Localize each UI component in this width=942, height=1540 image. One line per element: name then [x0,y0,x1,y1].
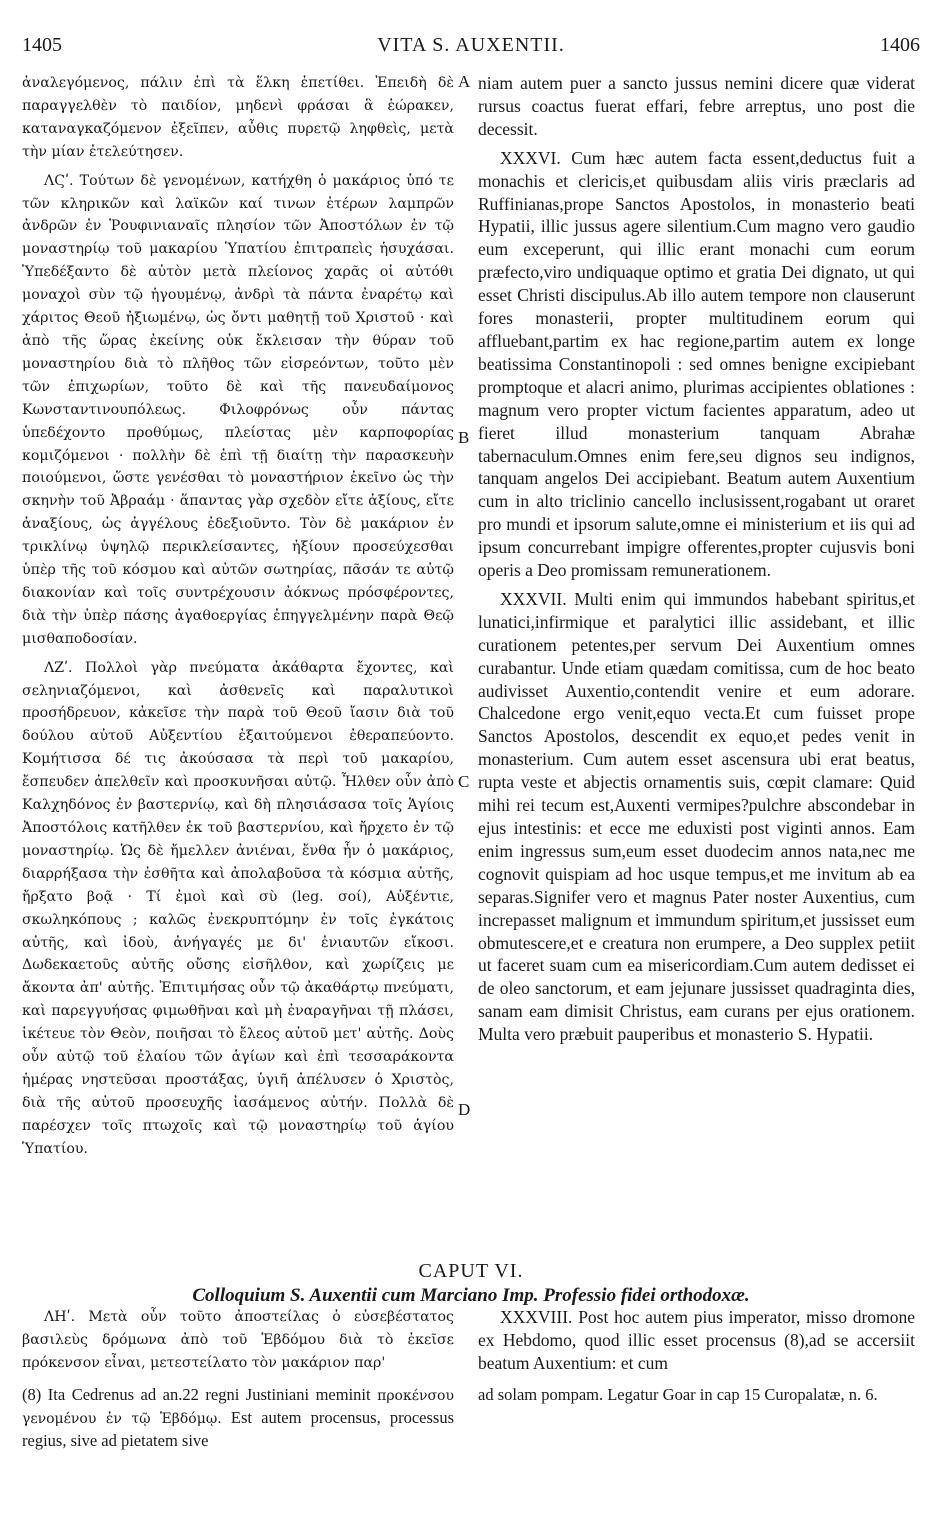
footnote-text-b: Est autem procensus, processus regius, sive ad pietatem sive [22,1408,455,1450]
chapter-heading: CAPUT VI. [418,1260,524,1282]
running-title: VITA S. AUXENTII. [377,34,565,56]
greek-paragraph-37: ΛΖʹ. Πολλοὶ γὰρ πνεύματα ἀκάθαρτα ἔχοντες, καὶ σεληνιαζόμενοι, καὶ ἀσθενεῖς καὶ παραλυτικοὶ προσήδρευον, κἀκεῖσε τὴν παρὰ τοῦ Θεοῦ ἴασιν διὰ τοῦ δούλου αὐτοῦ Αὐξεντίου ἐξαιτούμενοι ἐθεραπεύοντο. Κομήτισσα δέ τις ἀκούσασα τὰ περὶ τοῦ μακαρίου, ἔσπευδεν ἀπελθεῖν καὶ προσκυνῆσαι αὐτῷ. Ἦλθεν οὖν ἀπὸ Καλχηδόνος ἐν βαστερνίῳ, καὶ δὴ πλησιάσασα τοῖς Ἁγίοις Ἀποστόλοις κατῆλθεν ἐκ τοῦ βαστερνίου, καὶ ἤρχετο ἐν τῷ μοναστηρίῳ. Ὡς δὲ ἤμελλεν ἀνιέναι, ἔνθα ἦν ὁ μακάριος, διαρρήξασα τὴν ἐσθῆτα καὶ ἀπολαβοῦσα τὰ κόσμια αὐτῆς, ἤρξατο βοᾷ · Τί ἐμοὶ καὶ σὺ (leg. σοί), Αὐξέντιε, σκωληκόπους ; καλῶς ἐνεκρυπτόμην ἐν τοῖς ἐγκάτοις αὐτῆς, καὶ ἰδοὺ, ἀνήγαγές με δι' ἐνιαυτῶν εἴκοσι. Δωδεκαετοῦς αὐτῆς οὔσης εἰσῆλθον, καὶ χωρίζεις με ἄκοντα ἀπ' αὐτῆς. Ἐπιτιμήσας οὖν τῷ ἀκαθάρτῳ πνεύματι, καὶ παρεγγυήσας φιμωθῆναι καὶ μὴ ἐναραγῆναι τῇ πλάσει, ἱκέτευε τὸν Θεὸν, ποιῆσαι τὸ ἔλεος αὐτοῦ μετ' αὐτῆς. Δοὺς οὖν αὐτῷ τοῦ ἐλαίου τῶν ἁγίων καὶ ἐπὶ τεσσαράκοντα ἡμέρας νηστεῦσαι προστάξας, ὑγιῆ ἀπέλυσεν ὁ Χριστὸς, διὰ τῆς αὐτοῦ προσευχῆς ἰασάμενος αὐτήν. Πολλὰ δὲ παρέσχεν τοῖς πτωχοῖς καὶ τῷ μοναστηρίῳ τοῦ ἁγίου Ὑπατίου. [22,659,454,1157]
footnote-right: ad solam pompam. Legatur Goar in cap 15 Curopalatæ, n. 6. [478,1385,878,1404]
page-header [22,34,920,66]
latin-paragraph-1: niam autem puer a sancto jussus nemini dicere quæ viderat rursus coactus fuerat effari, febre arreptus, uno post die decessit. [478,73,915,139]
left-page-number: 1405 [22,34,62,56]
greek-paragraph-1: ἀναλεγόμενος, πάλιν ἐπὶ τὰ ἕλκη ἐπετίθει. Ἐπειδὴ δὲ παραγγελθὲν τὸ παιδίον, μηδενὶ φράσαι ἃ ἑώρακεν, καταναγκαζόμενον ἐξεῖπεν, αὖθις πυρετῷ ληφθεὶς, μετὰ τὴν μίαν ἐτελεύτησεν. [22,75,454,160]
margin-marker-d: D [458,1100,471,1119]
latin-paragraph-36: XXXVI. Cum hæc autem facta essent,deductus fuit a monachis et clericis,et quibusdam aliis viris præclaris ad Ruffinianas,prope Sanctos Apostolos, in monasterio beati Hypatii, illic jussus agere silentium.Cum magno vero gaudio eum exceperunt, qui illic erant monachi cum eorum præfecto,viro undiquaque optimo et gratia Dei dignato, ut qui esset Christi discipulus.Ab illo autem tempore non clauserunt fores monasterii, propter multitudinem eorum qui affluebant,partim ex hac regione,partim autem ex longe beatissima Constantinopoli : sed omnes benigne excipiebant promptoque et alacri animo, plurimas accipientes oblationes : magnum vero propter victum facientes apparatum, adeo ut fieret illud monasterium tanquam Abrahæ tabernaculum.Omnes enim fere,seu dignos seu indignos, tanquam angelos Dei accipiebant. Beatum autem Auxentium cum in alto triclinio cancello inclusissent,rogabant ut oraret pro mundi et ipsorum salute,omne ei ministerium et iis qui ad ipsum concurrebant impigre offerentes,propter cujusvis boni operis a Deo promissam remunerationem. [478,147,915,581]
latin-column [478,72,915,1052]
greek-paragraph-38: ΛΗʹ. Μετὰ οὖν τοῦτο ἀποστείλας ὁ εὐσεβέστατος βασιλεὺς δρόμωνα ἀπὸ τοῦ Ἑβδόμου διὰ τὸ ἐκεῖσε πρόκενσον εἶναι, μετεστείλατο τὸν μακάριον παρ' [22,1309,454,1371]
margin-marker-a: A [458,72,471,91]
latin-column-lower [478,1306,915,1375]
latin-paragraph-38: XXXVIII. Post hoc autem pius imperator, misso dromone ex Hebdomo, quod illic esset procensus (8),ad se accersiit beatum Auxentium: et cum [478,1307,915,1373]
margin-marker-b: B [458,428,470,447]
latin-paragraph-37: XXXVII. Multi enim qui immundos habebant spiritus,et lunatici,infirmique et paralytici illic assidebant, et illic curationem petentes,per servum Dei Auxentium omnes curabantur. Unde etiam quædam comitissa, cum de hoc beato audivisset Auxentio,contendit venire et eum adorare. Chalcedone ergo venit,equo vecta.Et cum fuisset prope Sanctos Apostolos, descendit ex equo,et pedes venit in monasterium. Cum autem esset ascensura ubi erat beatus, rupta veste et abjectis ornamentis suis, cœpit clamare: Quid mihi rei tecum est,Auxenti vermipes?pulchre abscondebar in ejus intestinis: et ecce me eduxisti post viginti annos. Eam enim ingressus sum,eum esset duodecim annos nata,nec me cognovit quispiam ad hoc usque tempus,et me invitum ab ea separas.Signifer vero et magnus Pater noster Auxentius, cum increpasset malignum et immundum spiritum,et jussisset eum obmutescere,et e creatura non erumpere, a Deo supplex petiit ut faceret suam cum ea misericordiam.Cum autem dedisset ei de oleo sanctorum, et eam jejunare jussisset quadraginta dies, sanam eam dimisit Christus, eam curans per ejus orationem. Multa vero præbuit pauperibus et monasterio S. Hypatii. [478,588,915,1045]
right-page-number: 1406 [880,34,920,56]
footnote-left [22,1384,454,1452]
greek-paragraph-36: ΛϚʹ. Τούτων δὲ γενομένων, κατήχθη ὁ μακάριος ὑπό τε τῶν κληρικῶν καὶ λαϊκῶν καί τινων ἑτέρων λαμπρῶν ἀνδρῶν ἐν Ῥουφινιαναῖς πλησίον τῶν Ἀποστόλων ἐν τῷ μοναστηρίῳ τοῦ μακαρίου Ὑπατίου ἐπιτραπεὶς ἡσυχάσαι. Ὑπεδέξαντο δὲ αὐτὸν μετὰ πλείονος χαρᾶς οἱ αὐτόθι μοναχοὶ σὺν τῷ ἡγουμένῳ, ἀνδρὶ τὰ πάντα ἐναρέτῳ καὶ χάριτος Θεοῦ ἠξιωμένῳ, ὡς ὄντι μαθητῇ τοῦ Χριστοῦ · καὶ ἀπὸ τῆς ὥρας ἐκείνης οὐκ ἔκλεισαν τὴν θύραν τοῦ μοναστηρίου διὰ τὸ πλῆθος τῶν εἰσρεόντων, τοῦτο μὲν τῶν ἐπιχωρίων, τοῦτο δὲ καὶ τῆς πανευδαίμονος Κωνσταντινουπόλεως. Φιλοφρόνως οὖν πάντας ὑπεδέχοντο προθύμως, πλείστας μὲν καρποφορίας κομιζόμενοι · πολλὴν δὲ ἐπὶ τῇ διαίτῃ τὴν παρασκευὴν ποιούμενοι, ὥστε γενέσθαι τὸ μοναστήριον ἐκεῖνο ὡς τὴν σκηνὴν τοῦ Ἀβραάμ · ἅπαντας γὰρ σχεδὸν εἴτε ἀξίους, εἴτε ἀναξίους, ὡς ἀγγέλους ἐδεξιοῦντο. Τὸν δὲ μακάριον ἐν τρικλίνῳ ὑψηλῷ περικλείσαντες, ἠξίουν προσεύχεσθαι ὑπὲρ τῆς τοῦ κόσμου καὶ αὐτῶν σωτηρίας, πᾶσάν τε αὐτῷ διακονίαν καὶ τοῖς συντρέχουσιν ἀόκνως πρόσφέροντες, διὰ τὴν ὑπὲρ πάσης ἀγαθοεργίας ἐπηγγελμένην παρὰ Θεῷ μισθαποδοσίαν. [22,172,454,647]
footnote-greek: προκένσου γενομένου ἐν τῷ Ἑβδόμῳ. [22,1388,454,1427]
chapter-subtitle: Colloquium S. Auxentii cum Marciano Imp. Professio fidei orthodoxæ. [192,1285,750,1306]
greek-column [22,72,454,1167]
footnote-text-a: (8) Ita Cedrenus ad an.22 regni Justiniani meminit [22,1385,371,1404]
margin-marker-c: C [458,772,470,791]
greek-column-lower [22,1306,454,1375]
